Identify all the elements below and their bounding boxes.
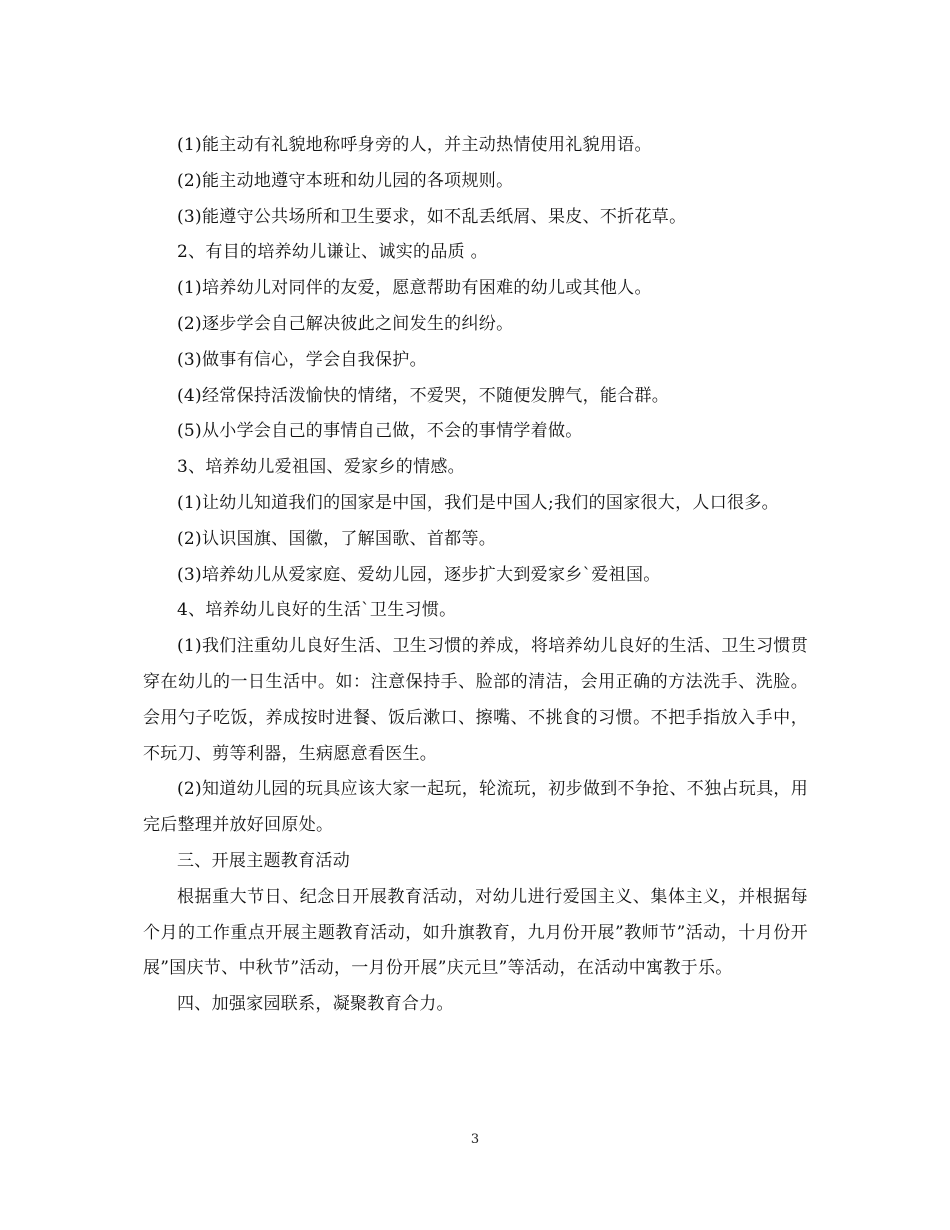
section-heading: 2、有目的培养幼儿谦让、诚实的品质 。 bbox=[177, 242, 488, 263]
section-heading: 四、加强家园联系，凝聚教育合力。 bbox=[177, 994, 454, 1015]
paragraph: (2)知道幼儿园的玩具应该大家一起玩，轮流玩，初步做到不争抢、不独占玩具，用完后整理并放好回原处。 bbox=[143, 779, 808, 836]
paragraph: (2)逐步学会自己解决彼此之间发生的纠纷。 bbox=[177, 313, 514, 334]
paragraph: (1)培养幼儿对同伴的友爱，愿意帮助有困难的幼儿或其他人。 bbox=[177, 278, 652, 299]
paragraph: (2)能主动地遵守本班和幼儿园的各项规则。 bbox=[177, 170, 514, 191]
paragraph: (1)让幼儿知道我们的国家是中国，我们是中国人;我们的国家很大，人口很多。 bbox=[177, 492, 779, 513]
paragraph: (3)做事有信心，学会自我保护。 bbox=[177, 349, 427, 370]
paragraph: (4)经常保持活泼愉快的情绪，不爱哭，不随便发脾气，能合群。 bbox=[177, 385, 670, 406]
paragraph: (1)能主动有礼貌地称呼身旁的人，并主动热情使用礼貌用语。 bbox=[177, 135, 652, 155]
page-number: 3 bbox=[470, 1132, 480, 1147]
paragraph: (3)培养幼儿从爱家庭、爱幼儿园，逐步扩大到爱家乡`爱祖国。 bbox=[177, 564, 661, 585]
section-heading: 三、开展主题教育活动 bbox=[177, 850, 350, 871]
document-body bbox=[143, 128, 808, 1023]
section-heading: 3、培养幼儿爱祖国、爱家乡的情感。 bbox=[177, 457, 465, 478]
paragraph: (1)我们注重幼儿良好生活、卫生习惯的养成，将培养幼儿良好的生活、卫生习惯贯穿在幼儿的一日生活中。如：注意保持手、脸部的清洁，会用正确的方法洗手、洗脸。会用勺子吃饭，养成按时进餐、饭后漱口、擦嘴、不挑食的习惯。不把手指放入手中，不玩刀、剪等利器，生病愿意看医生。 bbox=[143, 636, 808, 764]
paragraph: (2)认识国旗、国徽，了解国歌、首都等。 bbox=[177, 528, 497, 549]
paragraph: 根据重大节日、纪念日开展教育活动，对幼儿进行爱国主义、集体主义，并根据每个月的工作重点开展主题教育活动，如升旗教育，九月份开展”教师节”活动，十月份开展”国庆节、中秋节”活动，一月份开展”庆元旦”等活动，在活动中寓教于乐。 bbox=[143, 886, 808, 979]
paragraph: (3)能遵守公共场所和卫生要求，如不乱丢纸屑、果皮、不折花草。 bbox=[177, 206, 687, 227]
paragraph: (5)从小学会自己的事情自己做，不会的事情学着做。 bbox=[177, 421, 583, 442]
section-heading: 4、培养幼儿良好的生活`卫生习惯。 bbox=[177, 600, 457, 621]
